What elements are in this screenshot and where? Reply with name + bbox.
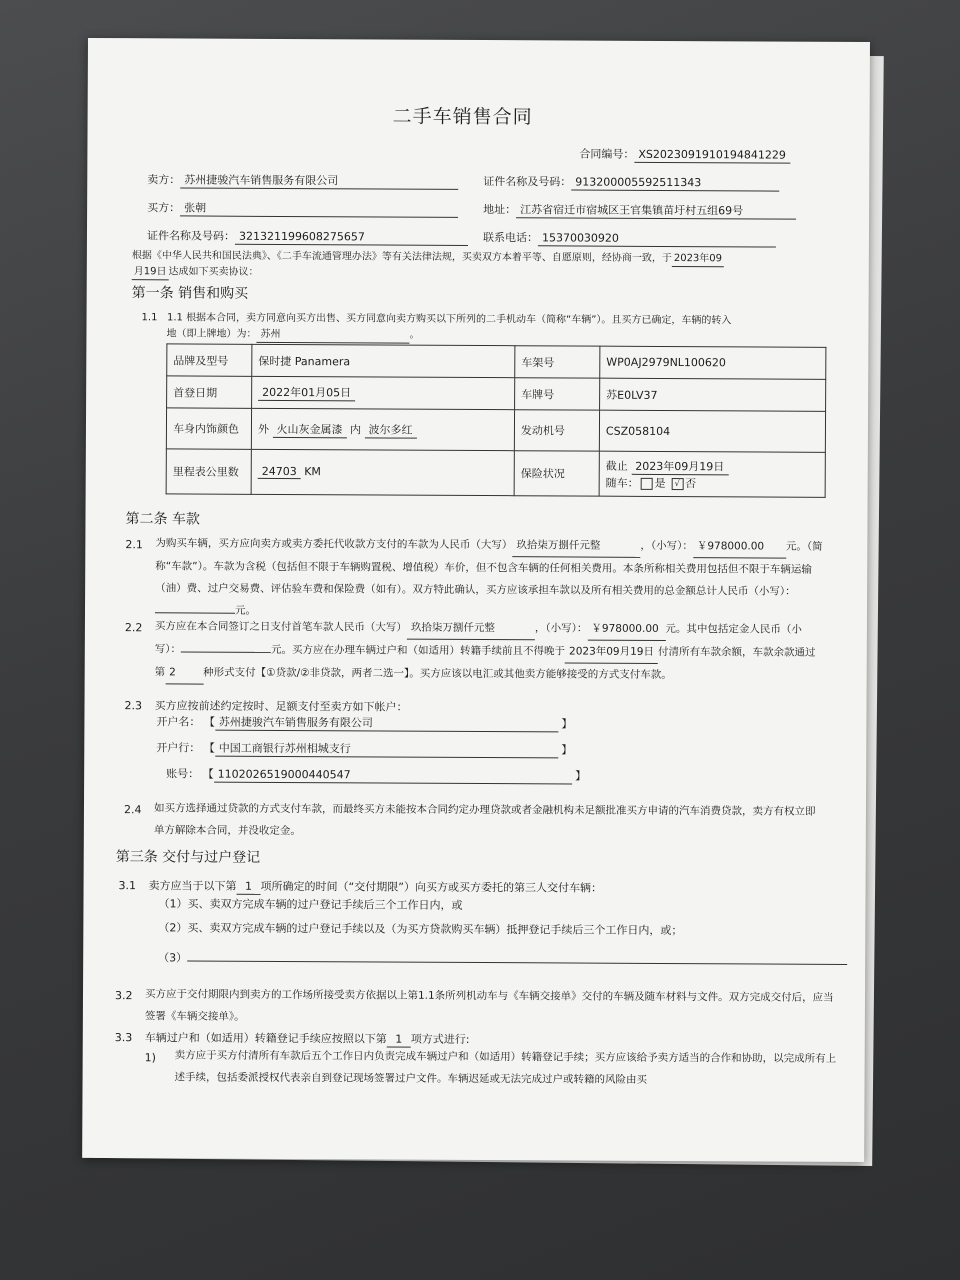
phone-row: 联系电话： 15370030920 (483, 230, 776, 248)
clause-2-3: 买方应按前述约定按时、足额支付至卖方如下帐户： (154, 699, 408, 714)
seller-id-row: 证件名称及号码： 913200005592511343 (483, 174, 779, 192)
contract-number: 合同编号： XS2023091910194841229 (579, 147, 790, 164)
article-1-title: 第一条 销售和购买 (131, 285, 249, 302)
clause-3-3: 车辆过户和（如适用）转籍登记手续应按照以下第 1 项方式进行: (144, 1031, 470, 1046)
clause-3-3-item-1: 卖方应于买方付清所有车款后五个工作日内负责完成车辆过户和（如适用）转籍登记手续；买方应该给予卖方适当的合作和协助，以完成所有上述手续，包括委派授权代表亲自到登记现场签署过户文件。车辆迟延或无法完成过户或转籍的风险由买 (174, 1049, 837, 1086)
clause-2-1-num: 2.1 (125, 538, 143, 552)
table-row (167, 376, 826, 411)
clause-1-1-city: 地（即上牌地）为： 苏州 。 (166, 326, 419, 343)
clause-3-3-num: 3.3 (114, 1031, 133, 1045)
clause-2-4: 如买方选择通过贷款的方式支付车款，而最终买方未能按本合同约定办理贷款或者金融机构未足额批准买方申请的汽车消费贷款，卖方有权立即单方解除本合同，并没收定金。 (153, 802, 816, 838)
insurance-value: 截止 2023年09月19日 随车： 是 √ 否 (599, 451, 825, 497)
preamble: 根据《中华人民共和国民法典》、《二手车流通管理办法》等有关法律法规，买卖双方本着平等、自愿原则，经协商一致，于 2023年09 (132, 248, 724, 267)
account-bank-row: 开户行： 【 中国工商银行苏州相城支行 】 (156, 741, 573, 757)
address-row: 地址： 江苏省宿迁市宿城区王官集镇苗圩村五组69号 (483, 202, 796, 220)
table-row (166, 408, 825, 452)
vin-label: 车架号 (515, 346, 600, 378)
contract-page (82, 38, 870, 1162)
clause-2-2-num: 2.2 (124, 621, 143, 635)
mileage-label: 里程表公里数 (166, 449, 251, 494)
table-row (166, 449, 825, 497)
checkbox-no-checked: √ (671, 478, 683, 490)
mileage-value: 24703 KM (251, 449, 514, 495)
account-number-row: 账号： 【 1102026519000440547 】 (166, 767, 587, 783)
clause-3-1-num: 3.1 (118, 879, 137, 893)
plate-value: 苏E0LV37 (600, 378, 826, 411)
insurance-label: 保险状况 (514, 451, 599, 496)
document-title: 二手车销售合同 (392, 105, 533, 129)
buyer-id-row: 证件名称及号码： 321321199608275657 (147, 228, 468, 246)
article-3-title: 第三条 交付与过户登记 (115, 849, 261, 866)
buyer-row: 买方： 张朝 (147, 200, 458, 218)
clause-2-1: 为购买车辆，买方应向卖方或卖方委托代收款方支付的车款为人民币（大写） 玖拾柒万捌仟元整 ，（小写）： ￥978000.00 元。（简称“车款”）。车款为含税（包括但不限于车辆购置税、增值税）车价，但不包含车辆的任何相关费用。本条所称相关费用包括但不限于车辆运输（油）费、过户交易费、评估验车费和保险费（如有）。双方特此确认，买方应该承担车款以及所有相关费用的总金额总计人民币（小写）：元。 (155, 532, 825, 625)
reg-value: 2022年01月05日 (252, 376, 515, 409)
vin-value: WP0AJ2979NL100620 (600, 346, 826, 379)
clause-2-2: 买方应在本合同签订之日支付首笔车款人民币（大写） 玖拾柒万捌仟元整 ，（小写）： ￥978000.00 元。其中包括定金人民币（小写）： 元。买方应在办理车辆过户和（如适用）转籍手续前且不得晚于 2023年09月19日 付清所有车款余额，车款余款通过第 2 种形式支付【①贷款/②非贷款，两者二选一】。买方应该以电汇或其他卖方能够接受的方式支付车款。 (155, 615, 825, 688)
clause-3-1-option-1: （1）买、卖双方完成车辆的过户登记手续后三个工作日内，或 (158, 897, 463, 912)
clause-3-1-option-2: （2）买、卖双方完成车辆的过户登记手续以及（为买方贷款购买车辆）抵押登记手续后三个工作日内，或； (158, 921, 683, 938)
color-value: 外 火山灰金属漆 内 波尔多红 (251, 408, 514, 450)
brand-label: 品牌及型号 (167, 344, 252, 376)
reg-label: 首登日期 (167, 376, 252, 408)
clause-2-4-num: 2.4 (123, 803, 142, 817)
clause-2-3-num: 2.3 (124, 699, 143, 713)
engine-label: 发动机号 (514, 410, 599, 451)
clause-3-3-item-1-num: 1) (144, 1051, 156, 1065)
clause-3-2-num: 3.2 (114, 989, 133, 1003)
engine-value: CSZ058104 (599, 410, 825, 452)
color-label: 车身内饰颜色 (166, 408, 251, 449)
clause-3-1: 卖方应当于以下第 1 项所确定的时间（“交付期限”）向买方或买方委托的第三人交付车辆： (148, 879, 603, 895)
preamble-line2: 月19日 达成如下买卖协议： (132, 264, 259, 281)
vehicle-info-table (166, 343, 827, 497)
seller-row: 卖方： 苏州捷骏汽车销售服务有限公司 (147, 172, 458, 190)
brand-value: 保时捷 Panamera (252, 344, 515, 377)
article-2-title: 第二条 车款 (125, 511, 200, 528)
checkbox-yes (641, 477, 653, 489)
plate-label: 车牌号 (515, 378, 600, 410)
clause-3-2: 买方应于交付期限内到卖方的工作场所接受卖方依据以上第1.1条所列机动车与《车辆交接单》交付的车辆及随车材料与文件。双方完成交付后，应当签署《车辆交接单》。 (144, 988, 834, 1023)
clause-1-1: 1.1 1.1 根据本合同，卖方同意向买方出售、买方同意向卖方购买以下所列的二手机动车（简称“车辆”）。且买方已确定，车辆的转入 (141, 312, 732, 327)
table-row (167, 344, 826, 379)
account-name-row: 开户名： 【 苏州捷骏汽车销售服务有限公司 】 (156, 715, 573, 731)
clause-3-1-option-3: （3） (158, 950, 847, 969)
